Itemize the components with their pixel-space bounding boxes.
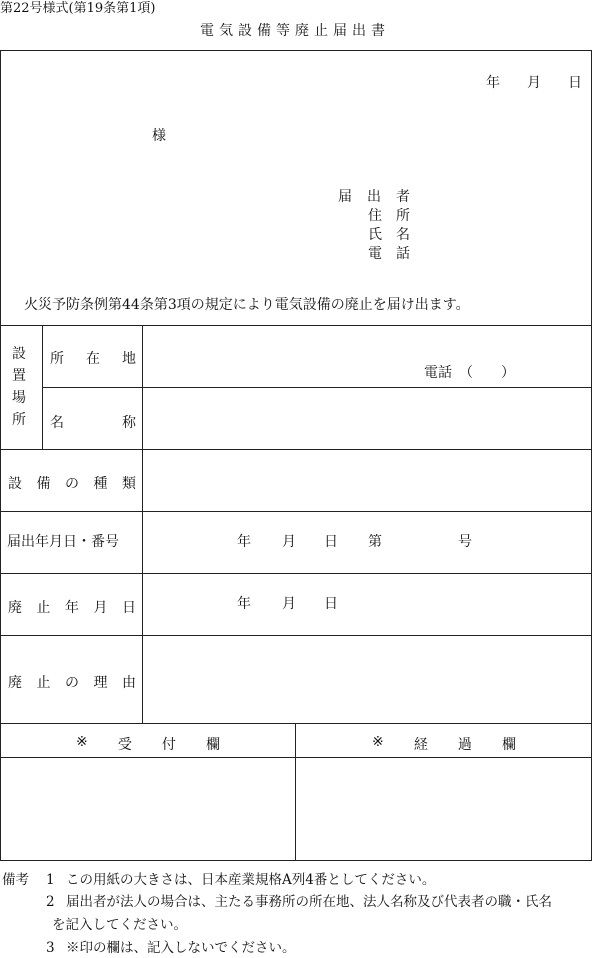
note-3-text: ※印の欄は、記入しないでください。 — [66, 940, 296, 956]
equipment-type-label: 設 備 の 種 類 — [8, 476, 136, 492]
abolition-day-label: 日 — [324, 596, 338, 612]
notification-number-prefix: 第 — [368, 534, 382, 550]
note-1-text: この用紙の大きさは、日本産業規格A列4番としてください。 — [66, 872, 436, 888]
header-date — [486, 72, 582, 92]
abolition-year-label: 年 — [237, 596, 251, 612]
year-label: 年 — [486, 75, 500, 91]
note-3-number: 3 — [46, 940, 55, 956]
abolition-date-label: 廃 止 年 月 日 — [8, 600, 136, 616]
abolition-month-label: 月 — [282, 596, 296, 612]
notification-month-label: 月 — [282, 534, 296, 550]
location-group-label: 設置場所 — [12, 346, 26, 428]
abolition-reason-field[interactable] — [143, 636, 591, 723]
office-use-header-divider — [0, 757, 592, 758]
month-label: 月 — [527, 75, 541, 91]
note-2-number: 2 — [46, 894, 55, 910]
location-address-field[interactable] — [143, 326, 591, 386]
form-title: 電気設備等廃止届出書 — [200, 23, 390, 39]
notes-heading: 備考 — [2, 872, 29, 888]
equipment-type-field[interactable] — [143, 450, 591, 510]
notification-day-label: 日 — [324, 534, 338, 550]
notifier-heading: 届 出 者 — [338, 189, 410, 205]
location-name-field[interactable] — [143, 388, 591, 448]
location-phone-text: 電話 （ ） — [424, 365, 515, 381]
notification-year-label: 年 — [237, 534, 251, 550]
notifier-name-label: 氏 名 — [368, 227, 410, 243]
note-1-number: 1 — [46, 872, 55, 888]
notifier-phone-label: 電 話 — [368, 246, 410, 262]
reception-field — [1, 759, 294, 860]
progress-field — [296, 759, 591, 860]
notes-section — [0, 874, 592, 958]
abolition-date-field[interactable] — [143, 574, 591, 634]
reception-column-header: ※ 受 付 欄 — [76, 734, 220, 753]
location-address-label: 所 在 地 — [50, 351, 136, 367]
progress-column-header: ※ 経 過 欄 — [372, 734, 516, 753]
abolition-reason-label: 廃 止 の 理 由 — [8, 675, 136, 691]
notification-number-suffix: 号 — [458, 534, 472, 550]
location-name-label: 名 称 — [50, 415, 136, 431]
notification-date-number-field[interactable] — [143, 512, 591, 572]
day-label: 日 — [568, 75, 582, 91]
notification-date-number-label: 届出年月日・番号 — [7, 534, 119, 550]
declaration-text: 火災予防条例第44条第3項の規定により電気設備の廃止を届け出ます。 — [24, 297, 470, 313]
note-2-text-continued: を記入してください。 — [52, 917, 187, 933]
form-number: 第22号様式(第19条第1項) — [0, 1, 156, 16]
note-2-text: 届出者が法人の場合は、主たる事務所の所在地、法人名称及び代表者の職・氏名 — [66, 894, 552, 910]
addressee-suffix: 様 — [152, 128, 166, 144]
notifier-address-label: 住 所 — [368, 208, 410, 224]
